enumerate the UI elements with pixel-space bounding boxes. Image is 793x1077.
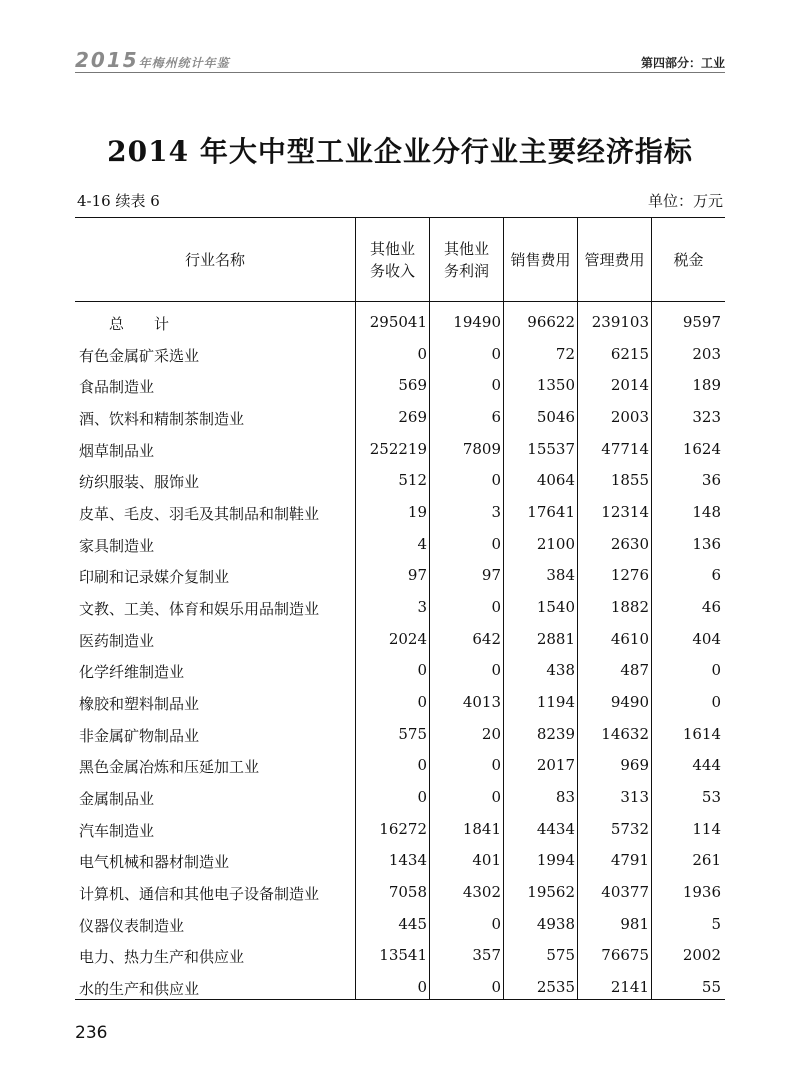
row-name: 皮革、毛皮、羽毛及其制品和制鞋业 — [79, 505, 320, 523]
cell-other-income: 575 — [398, 725, 427, 743]
header-divider — [75, 72, 725, 73]
cell-admin-expense: 981 — [620, 915, 649, 933]
cell-sales-expense: 2100 — [536, 535, 575, 553]
cell-other-income: 0 — [417, 756, 427, 774]
cell-other-profit: 6 — [491, 408, 501, 426]
cell-other-income: 0 — [417, 978, 427, 996]
column-header-other-income-line2: 务收入 — [369, 261, 415, 280]
table-row — [75, 784, 725, 816]
column-header-sales-expense — [504, 218, 577, 301]
row-name: 汽车制造业 — [79, 822, 155, 840]
cell-other-income: 19 — [407, 503, 427, 521]
column-header-other-income — [356, 218, 429, 301]
cell-admin-expense: 40377 — [601, 883, 649, 901]
table-header-rule — [75, 301, 725, 302]
cell-sales-expense: 8239 — [536, 725, 575, 743]
cell-other-income: 445 — [398, 915, 427, 933]
cell-admin-expense: 4610 — [610, 630, 649, 648]
cell-sales-expense: 1994 — [536, 851, 575, 869]
page-title: 2014 年大中型工业企业分行业主要经济指标 — [107, 135, 693, 168]
page-number: 236 — [75, 1023, 108, 1043]
unit-label: 单位：万元 — [647, 192, 723, 210]
cell-sales-expense: 1540 — [536, 598, 575, 616]
row-name: 有色金属矿采选业 — [79, 347, 200, 365]
cell-sales-expense: 384 — [546, 566, 575, 584]
row-name: 橡胶和塑料制品业 — [79, 695, 200, 713]
table-row — [75, 911, 725, 943]
cell-other-income: 0 — [417, 345, 427, 363]
cell-other-profit: 401 — [472, 851, 501, 869]
table-row — [75, 974, 725, 1006]
cell-admin-expense: 6215 — [610, 345, 649, 363]
table-row — [75, 752, 725, 784]
cell-other-income: 1434 — [388, 851, 427, 869]
column-header-other-profit — [430, 218, 503, 301]
cell-other-income: 16272 — [379, 820, 427, 838]
cell-tax: 5 — [711, 915, 721, 933]
column-header-admin-expense — [578, 218, 651, 301]
table-row — [75, 689, 725, 721]
cell-sales-expense: 2881 — [536, 630, 575, 648]
cell-admin-expense: 1882 — [610, 598, 649, 616]
table-subheader — [75, 190, 725, 212]
cell-admin-expense: 2003 — [610, 408, 649, 426]
cell-tax: 1624 — [682, 440, 721, 458]
cell-other-income: 4 — [417, 535, 427, 553]
column-header-tax — [652, 218, 725, 301]
cell-tax: 444 — [692, 756, 721, 774]
column-header-other-income-line1: 其他业 — [369, 239, 415, 258]
cell-tax: 46 — [701, 598, 721, 616]
row-name: 医药制造业 — [79, 632, 155, 650]
cell-admin-expense: 969 — [620, 756, 649, 774]
column-header-industry-label: 行业名称 — [184, 250, 245, 269]
cell-other-income: 0 — [417, 661, 427, 679]
cell-other-profit: 97 — [481, 566, 501, 584]
cell-other-income: 7058 — [388, 883, 427, 901]
cell-other-income: 295041 — [369, 313, 427, 331]
table-row — [75, 436, 725, 468]
table-row — [75, 942, 725, 974]
cell-sales-expense: 4938 — [536, 915, 575, 933]
table-row — [75, 721, 725, 753]
column-header-industry — [75, 218, 355, 301]
cell-other-income: 13541 — [379, 946, 427, 964]
table-row — [75, 847, 725, 879]
cell-other-profit: 7809 — [462, 440, 501, 458]
cell-other-profit: 4302 — [462, 883, 501, 901]
cell-other-profit: 0 — [491, 661, 501, 679]
cell-tax: 1614 — [682, 725, 721, 743]
cell-other-income: 512 — [398, 471, 427, 489]
cell-sales-expense: 438 — [546, 661, 575, 679]
column-header-sales-expense-label: 销售费用 — [510, 250, 571, 269]
table-row — [75, 879, 725, 911]
cell-other-profit: 357 — [472, 946, 501, 964]
table-row — [75, 626, 725, 658]
column-header-admin-expense-label: 管理费用 — [584, 250, 645, 269]
cell-other-income: 2024 — [388, 630, 427, 648]
row-name: 水的生产和供应业 — [79, 980, 200, 998]
row-name: 食品制造业 — [79, 378, 155, 396]
cell-sales-expense: 19562 — [527, 883, 575, 901]
cell-tax: 2002 — [682, 946, 721, 964]
cell-other-profit: 4013 — [462, 693, 501, 711]
cell-admin-expense: 1276 — [610, 566, 649, 584]
cell-admin-expense: 313 — [620, 788, 649, 806]
column-header-other-profit-line2: 务利润 — [443, 261, 489, 280]
cell-tax: 136 — [692, 535, 721, 553]
cell-other-profit: 0 — [491, 756, 501, 774]
cell-other-profit: 0 — [491, 915, 501, 933]
cell-admin-expense: 2141 — [610, 978, 649, 996]
cell-tax: 148 — [692, 503, 721, 521]
table-id: 4-16 续表 6 — [77, 192, 160, 210]
cell-other-profit: 0 — [491, 376, 501, 394]
cell-other-income: 252219 — [369, 440, 427, 458]
cell-tax: 114 — [692, 820, 721, 838]
row-name: 电力、热力生产和供应业 — [79, 948, 245, 966]
cell-other-income: 3 — [417, 598, 427, 616]
row-name: 总 计 — [109, 315, 170, 333]
cell-admin-expense: 487 — [620, 661, 649, 679]
cell-tax: 55 — [701, 978, 721, 996]
row-name: 印刷和记录媒介复制业 — [79, 568, 230, 586]
cell-tax: 203 — [692, 345, 721, 363]
yearbook-name: 年梅州统计年鉴 — [138, 56, 230, 70]
yearbook-year: 2015 — [75, 48, 139, 72]
row-name: 仪器仪表制造业 — [79, 917, 185, 935]
cell-tax: 6 — [711, 566, 721, 584]
cell-sales-expense: 1350 — [536, 376, 575, 394]
table-row — [75, 531, 725, 563]
cell-other-profit: 0 — [491, 471, 501, 489]
cell-other-profit: 19490 — [453, 313, 501, 331]
cell-other-profit: 1841 — [462, 820, 501, 838]
cell-tax: 323 — [692, 408, 721, 426]
cell-tax: 189 — [692, 376, 721, 394]
yearbook-logo — [75, 48, 230, 72]
row-name: 酒、饮料和精制茶制造业 — [79, 410, 245, 428]
cell-sales-expense: 5046 — [536, 408, 575, 426]
cell-admin-expense: 4791 — [610, 851, 649, 869]
column-header-other-profit-line1: 其他业 — [443, 239, 489, 258]
row-name: 电气机械和器材制造业 — [79, 853, 230, 871]
cell-other-income: 0 — [417, 693, 427, 711]
cell-admin-expense: 76675 — [601, 946, 649, 964]
cell-admin-expense: 239103 — [591, 313, 649, 331]
row-name: 纺织服装、服饰业 — [79, 473, 200, 491]
page-header — [75, 46, 725, 72]
row-name: 烟草制品业 — [79, 442, 155, 460]
cell-tax: 36 — [701, 471, 721, 489]
table-row — [75, 499, 725, 531]
row-name: 计算机、通信和其他电子设备制造业 — [79, 885, 320, 903]
cell-sales-expense: 2017 — [536, 756, 575, 774]
column-header-tax-label: 税金 — [673, 250, 704, 269]
cell-admin-expense: 5732 — [610, 820, 649, 838]
cell-sales-expense: 1194 — [536, 693, 575, 711]
row-name: 家具制造业 — [79, 537, 155, 555]
table-row — [75, 467, 725, 499]
cell-other-profit: 0 — [491, 978, 501, 996]
table-row — [75, 372, 725, 404]
cell-tax: 261 — [692, 851, 721, 869]
cell-sales-expense: 72 — [555, 345, 575, 363]
table-row — [75, 816, 725, 848]
cell-sales-expense: 17641 — [527, 503, 575, 521]
cell-sales-expense: 2535 — [536, 978, 575, 996]
table-row — [75, 562, 725, 594]
table-row — [75, 594, 725, 626]
cell-admin-expense: 12314 — [601, 503, 649, 521]
row-name: 金属制品业 — [79, 790, 155, 808]
cell-tax: 404 — [692, 630, 721, 648]
cell-other-income: 0 — [417, 788, 427, 806]
section-label: 第四部分：工业 — [640, 56, 725, 70]
cell-other-profit: 0 — [491, 535, 501, 553]
cell-admin-expense: 9490 — [610, 693, 649, 711]
cell-other-profit: 642 — [472, 630, 501, 648]
cell-tax: 53 — [701, 788, 721, 806]
table-row — [75, 404, 725, 436]
row-name: 非金属矿物制品业 — [79, 727, 200, 745]
cell-other-profit: 3 — [491, 503, 501, 521]
cell-tax: 1936 — [682, 883, 721, 901]
cell-other-income: 569 — [398, 376, 427, 394]
cell-other-profit: 0 — [491, 598, 501, 616]
cell-other-profit: 0 — [491, 345, 501, 363]
cell-admin-expense: 2630 — [610, 535, 649, 553]
table-row — [75, 657, 725, 689]
cell-other-income: 269 — [398, 408, 427, 426]
cell-sales-expense: 15537 — [527, 440, 575, 458]
cell-sales-expense: 83 — [555, 788, 575, 806]
cell-admin-expense: 1855 — [610, 471, 649, 489]
cell-sales-expense: 96622 — [527, 313, 575, 331]
cell-sales-expense: 4434 — [536, 820, 575, 838]
cell-sales-expense: 4064 — [536, 471, 575, 489]
cell-admin-expense: 14632 — [601, 725, 649, 743]
cell-other-profit: 20 — [481, 725, 501, 743]
cell-admin-expense: 2014 — [610, 376, 649, 394]
cell-sales-expense: 575 — [546, 946, 575, 964]
table-row — [75, 341, 725, 373]
table-row-total — [75, 309, 725, 341]
cell-tax: 9597 — [682, 313, 721, 331]
cell-other-income: 97 — [407, 566, 427, 584]
row-name: 文教、工美、体育和娱乐用品制造业 — [79, 600, 320, 618]
cell-other-profit: 0 — [491, 788, 501, 806]
cell-tax: 0 — [711, 661, 721, 679]
cell-tax: 0 — [711, 693, 721, 711]
cell-admin-expense: 47714 — [601, 440, 649, 458]
row-name: 黑色金属冶炼和压延加工业 — [79, 758, 260, 776]
row-name: 化学纤维制造业 — [79, 663, 185, 681]
